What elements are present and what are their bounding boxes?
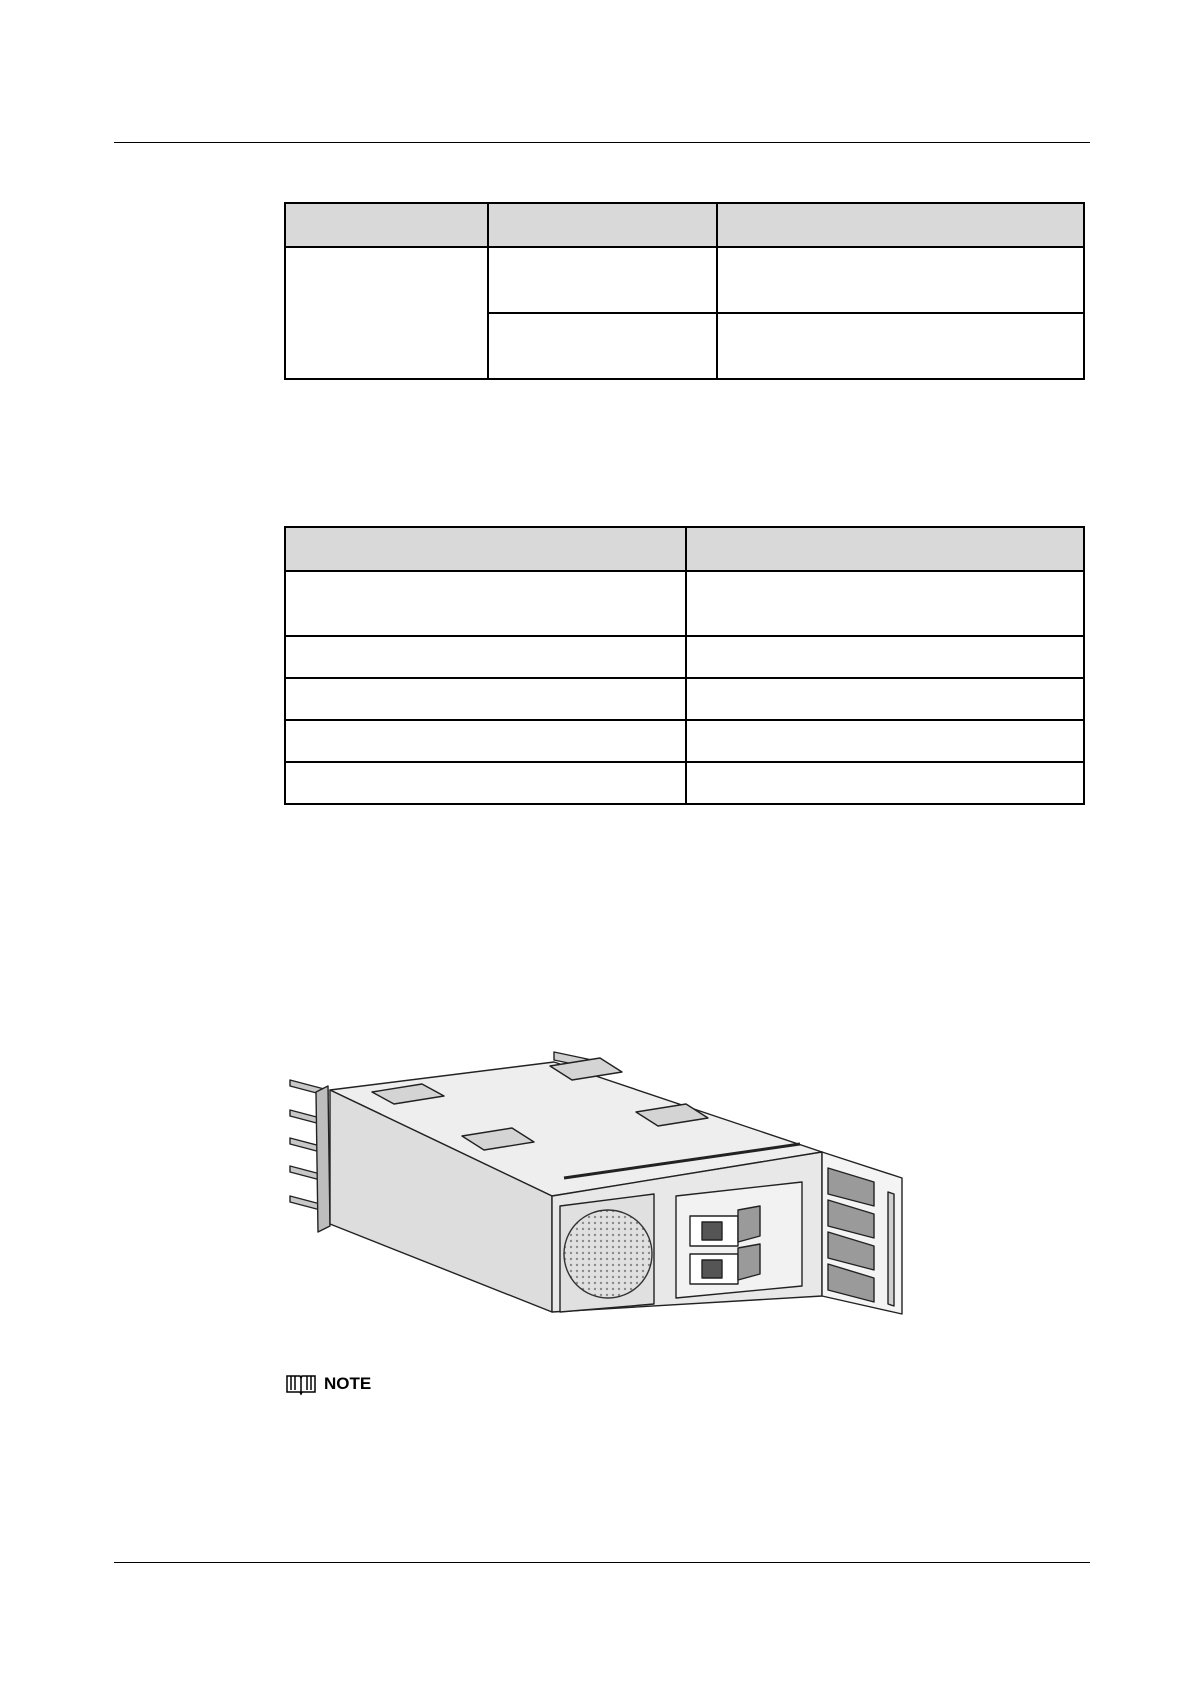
table-2-cell xyxy=(686,636,1084,678)
table-2-header-row xyxy=(285,527,1084,571)
table-1-cell xyxy=(717,247,1084,313)
note xyxy=(284,1372,371,1396)
table-row xyxy=(285,678,1084,720)
table-1-header-cell xyxy=(488,203,717,247)
book-icon xyxy=(284,1372,318,1396)
note-label: NOTE xyxy=(324,1374,372,1393)
table-1-cell xyxy=(717,313,1084,379)
table-2-cell xyxy=(686,762,1084,804)
table-2-cell xyxy=(686,720,1084,762)
table-row xyxy=(285,762,1084,804)
table-row xyxy=(285,247,1084,313)
header-rule xyxy=(114,142,1090,143)
table-2-header-cell xyxy=(285,527,686,571)
table-2-cell xyxy=(285,636,686,678)
table-2-header-cell xyxy=(686,527,1084,571)
table-2-cell xyxy=(285,678,686,720)
table-1-cell xyxy=(285,247,488,379)
table-row xyxy=(285,571,1084,636)
table-row xyxy=(285,636,1084,678)
table-1-cell xyxy=(488,247,717,313)
table-1-header-row xyxy=(285,203,1084,247)
table-2-cell xyxy=(686,678,1084,720)
table-2-cell xyxy=(285,720,686,762)
table-1 xyxy=(284,202,1085,380)
table-row xyxy=(285,720,1084,762)
table-2-cell xyxy=(285,571,686,636)
equipment-illustration xyxy=(262,1010,922,1330)
table-1-cell xyxy=(488,313,717,379)
table-1-header-cell xyxy=(285,203,488,247)
table-1-header-cell xyxy=(717,203,1084,247)
footer-rule xyxy=(114,1562,1090,1563)
table-2-cell xyxy=(686,571,1084,636)
table-2-cell xyxy=(285,762,686,804)
table-2 xyxy=(284,526,1085,805)
